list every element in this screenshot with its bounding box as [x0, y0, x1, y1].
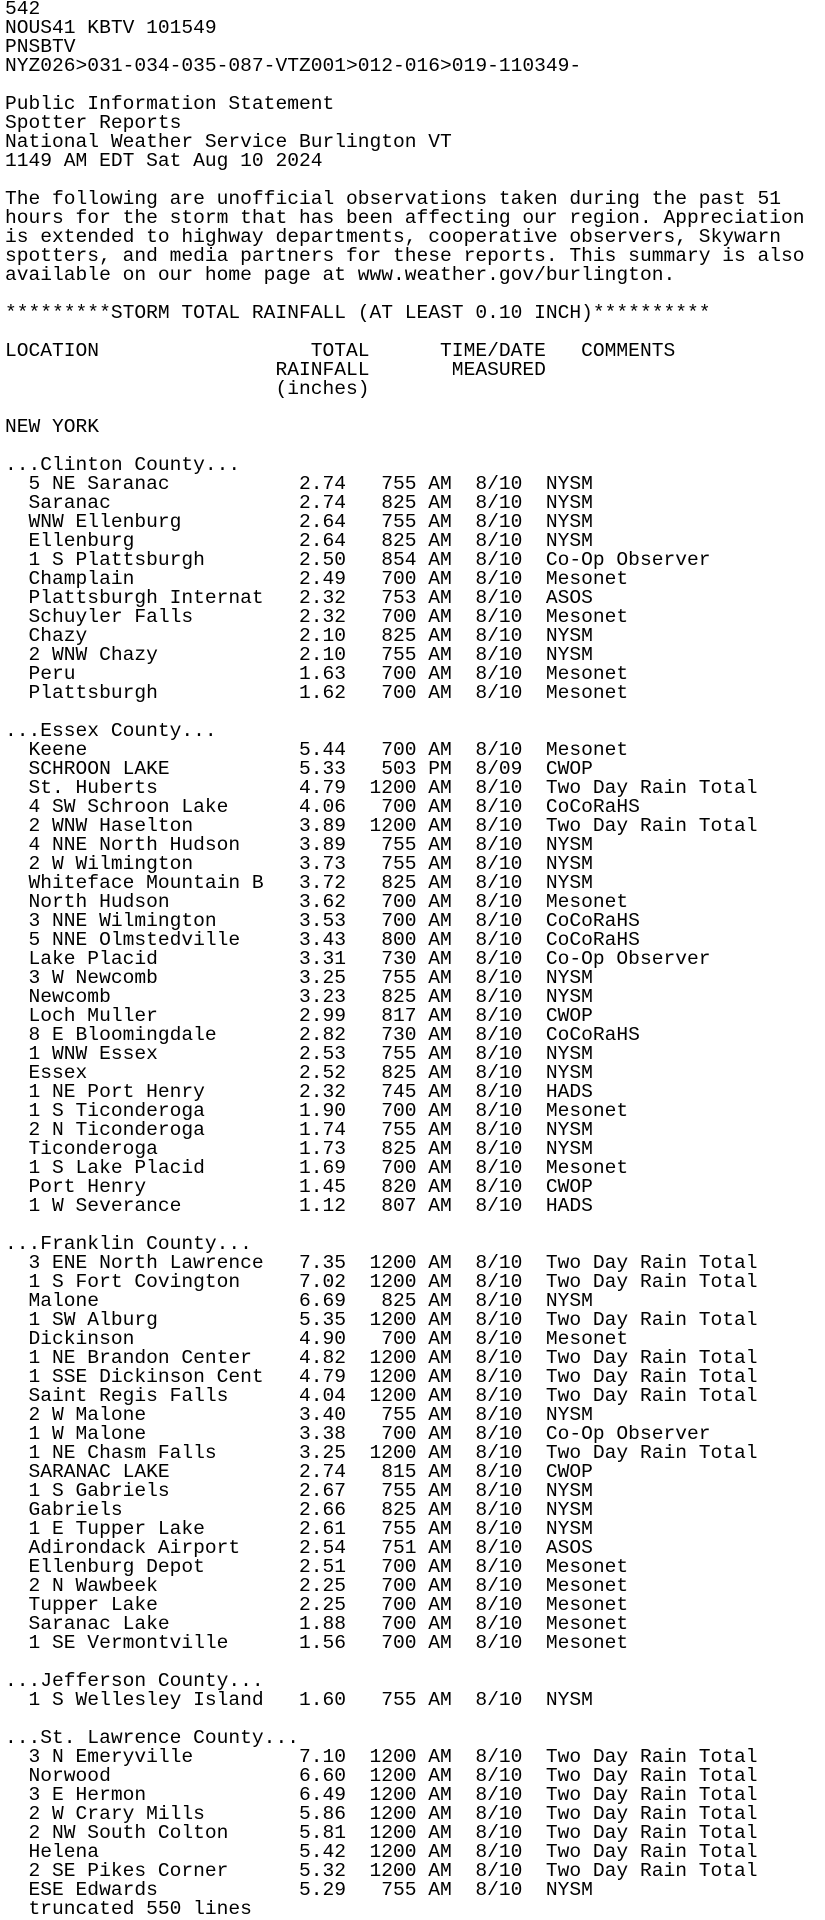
rainfall-report-row: 2 W Malone 3.40 755 AM 8/10 NYSM — [5, 1404, 593, 1426]
rainfall-report-row: 3 NNE Wilmington 3.53 700 AM 8/10 CoCoRaHS — [5, 910, 640, 932]
header-line: The following are unofficial observations taken during the past 51 — [5, 188, 782, 210]
rainfall-report-row: 3 W Newcomb 3.25 755 AM 8/10 NYSM — [5, 967, 593, 989]
rainfall-report-row: Gabriels 2.66 825 AM 8/10 NYSM — [5, 1499, 593, 1521]
rainfall-report-row: Port Henry 1.45 820 AM 8/10 CWOP — [5, 1176, 593, 1198]
rainfall-report-row: 1 SE Vermontville 1.56 700 AM 8/10 Mesonet — [5, 1632, 629, 1654]
header-line: PNSBTV — [5, 36, 76, 58]
rainfall-report-row: Peru 1.63 700 AM 8/10 Mesonet — [5, 663, 629, 685]
rainfall-report-row: 1 NE Port Henry 2.32 745 AM 8/10 HADS — [5, 1081, 593, 1103]
header-line: is extended to highway departments, cooperative observers, Skywarn — [5, 226, 782, 248]
rainfall-report-row: Loch Muller 2.99 817 AM 8/10 CWOP — [5, 1005, 593, 1027]
county-heading: ...Clinton County... — [5, 454, 241, 476]
rainfall-report-row: Plattsburgh Internat 2.32 753 AM 8/10 ASOS — [5, 587, 593, 609]
county-heading: ...Franklin County... — [5, 1233, 252, 1255]
header-line: Spotter Reports — [5, 112, 182, 134]
rainfall-report-row: St. Huberts 4.79 1200 AM 8/10 Two Day Rain Total — [5, 777, 758, 799]
rainfall-report-row: Ellenburg Depot 2.51 700 AM 8/10 Mesonet — [5, 1556, 629, 1578]
rainfall-report-row: Newcomb 3.23 825 AM 8/10 NYSM — [5, 986, 593, 1008]
rainfall-report-row: 1 S Plattsburgh 2.50 854 AM 8/10 Co-Op Observer — [5, 549, 711, 571]
rainfall-report-row: Norwood 6.60 1200 AM 8/10 Two Day Rain Total — [5, 1765, 758, 1787]
rainfall-report-row: Adirondack Airport 2.54 751 AM 8/10 ASOS — [5, 1537, 593, 1559]
rainfall-report-row: Lake Placid 3.31 730 AM 8/10 Co-Op Observer — [5, 948, 711, 970]
header-line: NYZ026>031-034-035-087-VTZ001>012-016>019-110349- — [5, 55, 582, 77]
rainfall-report-row: 2 W Crary Mills 5.86 1200 AM 8/10 Two Day Rain Total — [5, 1803, 758, 1825]
rainfall-report-row: 3 ENE North Lawrence 7.35 1200 AM 8/10 Two Day Rain Total — [5, 1252, 758, 1274]
rainfall-report-row: 1 S Lake Placid 1.69 700 AM 8/10 Mesonet — [5, 1157, 629, 1179]
rainfall-report-row: 1 NE Chasm Falls 3.25 1200 AM 8/10 Two Day Rain Total — [5, 1442, 758, 1464]
rainfall-report-row: Saranac 2.74 825 AM 8/10 NYSM — [5, 492, 593, 514]
rainfall-report-row: 5 NE Saranac 2.74 755 AM 8/10 NYSM — [5, 473, 593, 495]
header-line: hours for the storm that has been affecting our region. Appreciation — [5, 207, 805, 229]
header-line: National Weather Service Burlington VT — [5, 131, 452, 153]
header-line: LOCATION TOTAL TIME/DATE COMMENTS — [5, 340, 676, 362]
rainfall-report-row: Saranac Lake 1.88 700 AM 8/10 Mesonet — [5, 1613, 629, 1635]
rainfall-report-row: 3 N Emeryville 7.10 1200 AM 8/10 Two Day Rain Total — [5, 1746, 758, 1768]
rainfall-report-row: 1 S Fort Covington 7.02 1200 AM 8/10 Two Day Rain Total — [5, 1271, 758, 1293]
rainfall-report-row: Keene 5.44 700 AM 8/10 Mesonet — [5, 739, 629, 761]
rainfall-report-row: 1 E Tupper Lake 2.61 755 AM 8/10 NYSM — [5, 1518, 593, 1540]
county-heading: ...Essex County... — [5, 720, 217, 742]
header-line: *********STORM TOTAL RAINFALL (AT LEAST 0.10 INCH)********** — [5, 302, 711, 324]
rainfall-report-row: Helena 5.42 1200 AM 8/10 Two Day Rain Total — [5, 1841, 758, 1863]
rainfall-report-row: Champlain 2.49 700 AM 8/10 Mesonet — [5, 568, 629, 590]
rainfall-report-row: 4 NNE North Hudson 3.89 755 AM 8/10 NYSM — [5, 834, 593, 856]
header-line: available on our home page at www.weather.gov/burlington. — [5, 264, 676, 286]
rainfall-report-row: 2 SE Pikes Corner 5.32 1200 AM 8/10 Two Day Rain Total — [5, 1860, 758, 1882]
truncation-note: truncated 550 lines — [5, 1898, 252, 1920]
header-line: spotters, and media partners for these reports. This summary is also — [5, 245, 805, 267]
rainfall-report-row: SCHROON LAKE 5.33 503 PM 8/09 CWOP — [5, 758, 593, 780]
county-heading: ...St. Lawrence County... — [5, 1727, 299, 1749]
rainfall-report-row: 4 SW Schroon Lake 4.06 700 AM 8/10 CoCoRaHS — [5, 796, 640, 818]
product-text — [5, 0, 805, 1919]
rainfall-report-row: 1 SW Alburg 5.35 1200 AM 8/10 Two Day Rain Total — [5, 1309, 758, 1331]
rainfall-report-row: WNW Ellenburg 2.64 755 AM 8/10 NYSM — [5, 511, 593, 533]
header-line: NOUS41 KBTV 101549 — [5, 17, 217, 39]
rainfall-report-row: 2 WNW Chazy 2.10 755 AM 8/10 NYSM — [5, 644, 593, 666]
rainfall-report-row: Malone 6.69 825 AM 8/10 NYSM — [5, 1290, 593, 1312]
rainfall-report-row: 2 N Wawbeek 2.25 700 AM 8/10 Mesonet — [5, 1575, 629, 1597]
rainfall-report-row: 1 S Gabriels 2.67 755 AM 8/10 NYSM — [5, 1480, 593, 1502]
header-line: RAINFALL MEASURED — [5, 359, 546, 381]
rainfall-report-row: 2 WNW Haselton 3.89 1200 AM 8/10 Two Day Rain Total — [5, 815, 758, 837]
header-line: (inches) — [5, 378, 370, 400]
rainfall-report-row: Ticonderoga 1.73 825 AM 8/10 NYSM — [5, 1138, 593, 1160]
rainfall-report-row: Essex 2.52 825 AM 8/10 NYSM — [5, 1062, 593, 1084]
rainfall-report-row: Tupper Lake 2.25 700 AM 8/10 Mesonet — [5, 1594, 629, 1616]
rainfall-report-row: 1 W Malone 3.38 700 AM 8/10 Co-Op Observer — [5, 1423, 711, 1445]
rainfall-report-row: Chazy 2.10 825 AM 8/10 NYSM — [5, 625, 593, 647]
rainfall-report-row: Saint Regis Falls 4.04 1200 AM 8/10 Two Day Rain Total — [5, 1385, 758, 1407]
rainfall-report-row: Dickinson 4.90 700 AM 8/10 Mesonet — [5, 1328, 629, 1350]
rainfall-report-row: 1 SSE Dickinson Cent 4.79 1200 AM 8/10 Two Day Rain Total — [5, 1366, 758, 1388]
rainfall-report-row: 1 S Wellesley Island 1.60 755 AM 8/10 NYSM — [5, 1689, 593, 1711]
rainfall-report-row: 2 W Wilmington 3.73 755 AM 8/10 NYSM — [5, 853, 593, 875]
header-line: NEW YORK — [5, 416, 100, 438]
rainfall-report-row: 5 NNE Olmstedville 3.43 800 AM 8/10 CoCoRaHS — [5, 929, 640, 951]
county-heading: ...Jefferson County... — [5, 1670, 264, 1692]
rainfall-report-row: North Hudson 3.62 700 AM 8/10 Mesonet — [5, 891, 629, 913]
header-line: Public Information Statement — [5, 93, 335, 115]
rainfall-report-row: 2 N Ticonderoga 1.74 755 AM 8/10 NYSM — [5, 1119, 593, 1141]
header-line — [5, 399, 805, 418]
rainfall-report-row: 1 S Ticonderoga 1.90 700 AM 8/10 Mesonet — [5, 1100, 629, 1122]
rainfall-report-row: 1 W Severance 1.12 807 AM 8/10 HADS — [5, 1195, 593, 1217]
rainfall-report-row: 1 NE Brandon Center 4.82 1200 AM 8/10 Two Day Rain Total — [5, 1347, 758, 1369]
header-line: 542 — [5, 0, 41, 20]
header-line: 1149 AM EDT Sat Aug 10 2024 — [5, 150, 323, 172]
rainfall-report-row: ESE Edwards 5.29 755 AM 8/10 NYSM — [5, 1879, 593, 1901]
rainfall-report-row: 8 E Bloomingdale 2.82 730 AM 8/10 CoCoRaHS — [5, 1024, 640, 1046]
rainfall-report-row: Whiteface Mountain B 3.72 825 AM 8/10 NYSM — [5, 872, 593, 894]
rainfall-report-row: Plattsburgh 1.62 700 AM 8/10 Mesonet — [5, 682, 629, 704]
rainfall-report-row: 3 E Hermon 6.49 1200 AM 8/10 Two Day Rain Total — [5, 1784, 758, 1806]
rainfall-report-row: Schuyler Falls 2.32 700 AM 8/10 Mesonet — [5, 606, 629, 628]
rainfall-report-row: Ellenburg 2.64 825 AM 8/10 NYSM — [5, 530, 593, 552]
rainfall-report-row: SARANAC LAKE 2.74 815 AM 8/10 CWOP — [5, 1461, 593, 1483]
rainfall-report-row: 2 NW South Colton 5.81 1200 AM 8/10 Two Day Rain Total — [5, 1822, 758, 1844]
rainfall-report-row: 1 WNW Essex 2.53 755 AM 8/10 NYSM — [5, 1043, 593, 1065]
